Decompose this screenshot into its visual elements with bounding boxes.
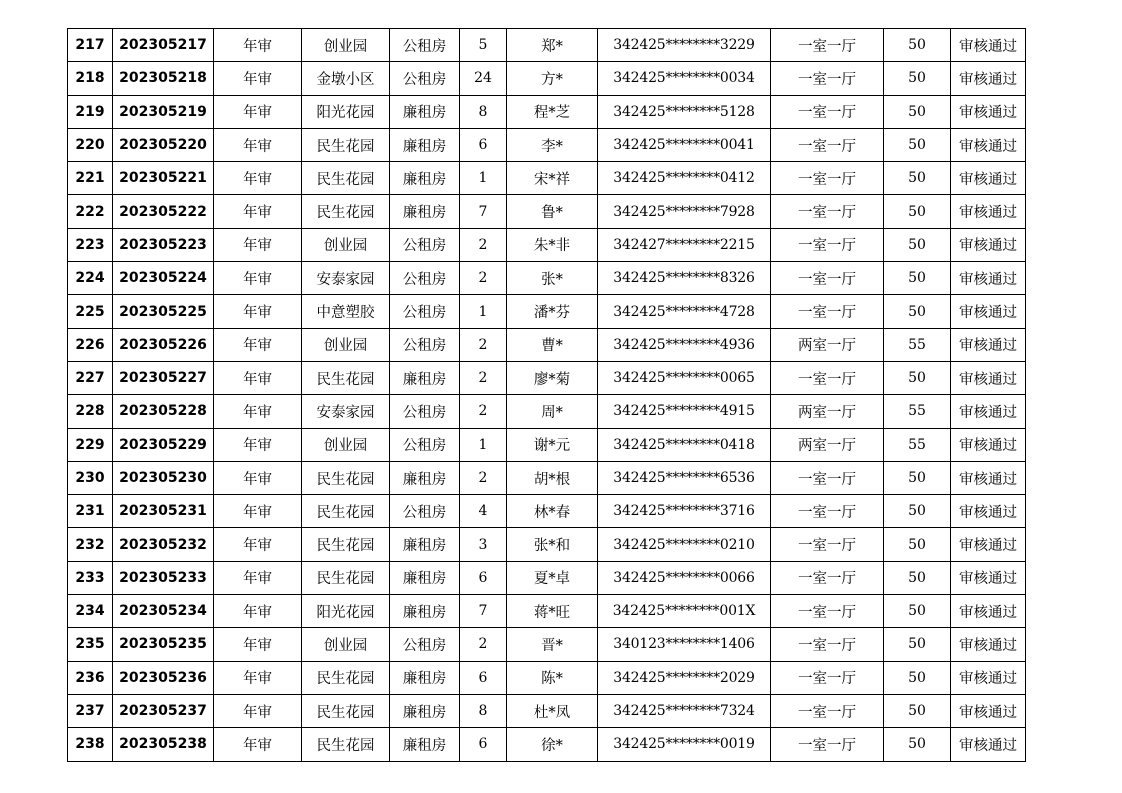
cell-area: 50 [884, 95, 951, 128]
cell-id-number: 342425********001X [598, 595, 771, 628]
cell-area: 50 [884, 62, 951, 95]
table-row [68, 595, 1026, 628]
cell-id-number: 342425********7324 [598, 694, 771, 727]
table-row [68, 262, 1026, 295]
cell-seq: 230 [68, 461, 113, 494]
cell-housing: 廉租房 [390, 361, 460, 394]
table-row [68, 361, 1026, 394]
cell-serial: 202305228 [113, 395, 214, 428]
cell-type: 年审 [214, 461, 302, 494]
cell-area: 55 [884, 395, 951, 428]
cell-community: 创业园 [302, 628, 390, 661]
cell-id-number: 342425********0041 [598, 128, 771, 161]
cell-name: 郑* [507, 29, 598, 62]
cell-id-number: 340123********1406 [598, 628, 771, 661]
cell-name: 张* [507, 262, 598, 295]
cell-community: 金墩小区 [302, 62, 390, 95]
table-row [68, 295, 1026, 328]
cell-serial: 202305218 [113, 62, 214, 95]
cell-layout: 一室一厅 [771, 528, 884, 561]
cell-type: 年审 [214, 62, 302, 95]
cell-community: 民生花园 [302, 361, 390, 394]
cell-area: 50 [884, 694, 951, 727]
table-row [68, 528, 1026, 561]
cell-count: 5 [460, 29, 507, 62]
cell-layout: 一室一厅 [771, 661, 884, 694]
cell-layout: 一室一厅 [771, 195, 884, 228]
cell-community: 安泰家园 [302, 262, 390, 295]
cell-area: 50 [884, 195, 951, 228]
table-row [68, 694, 1026, 727]
cell-housing: 公租房 [390, 628, 460, 661]
cell-name: 陈* [507, 661, 598, 694]
table-row [68, 328, 1026, 361]
cell-name: 方* [507, 62, 598, 95]
cell-seq: 219 [68, 95, 113, 128]
cell-seq: 232 [68, 528, 113, 561]
cell-housing: 公租房 [390, 428, 460, 461]
cell-type: 年审 [214, 128, 302, 161]
cell-housing: 廉租房 [390, 95, 460, 128]
table-row [68, 428, 1026, 461]
cell-housing: 廉租房 [390, 128, 460, 161]
cell-serial: 202305233 [113, 561, 214, 594]
cell-name: 潘*芬 [507, 295, 598, 328]
cell-name: 宋*祥 [507, 162, 598, 195]
cell-seq: 238 [68, 728, 113, 761]
table-row [68, 495, 1026, 528]
cell-status: 审核通过 [951, 428, 1026, 461]
cell-layout: 一室一厅 [771, 128, 884, 161]
cell-area: 50 [884, 661, 951, 694]
cell-count: 4 [460, 495, 507, 528]
cell-housing: 公租房 [390, 228, 460, 261]
cell-count: 2 [460, 628, 507, 661]
cell-layout: 一室一厅 [771, 495, 884, 528]
cell-serial: 202305224 [113, 262, 214, 295]
cell-name: 张*和 [507, 528, 598, 561]
cell-serial: 202305237 [113, 694, 214, 727]
table-row [68, 561, 1026, 594]
cell-community: 阳光花园 [302, 595, 390, 628]
cell-serial: 202305234 [113, 595, 214, 628]
cell-layout: 一室一厅 [771, 595, 884, 628]
cell-seq: 226 [68, 328, 113, 361]
cell-name: 程*芝 [507, 95, 598, 128]
cell-housing: 廉租房 [390, 561, 460, 594]
cell-status: 审核通过 [951, 29, 1026, 62]
cell-type: 年审 [214, 162, 302, 195]
cell-seq: 229 [68, 428, 113, 461]
cell-id-number: 342425********4915 [598, 395, 771, 428]
cell-housing: 廉租房 [390, 728, 460, 761]
cell-status: 审核通过 [951, 195, 1026, 228]
cell-layout: 一室一厅 [771, 162, 884, 195]
cell-type: 年审 [214, 528, 302, 561]
cell-id-number: 342425********2029 [598, 661, 771, 694]
cell-seq: 223 [68, 228, 113, 261]
cell-housing: 公租房 [390, 62, 460, 95]
cell-name: 廖*菊 [507, 361, 598, 394]
cell-area: 55 [884, 428, 951, 461]
cell-community: 中意塑胶 [302, 295, 390, 328]
cell-seq: 235 [68, 628, 113, 661]
cell-seq: 220 [68, 128, 113, 161]
cell-serial: 202305232 [113, 528, 214, 561]
cell-area: 50 [884, 295, 951, 328]
cell-serial: 202305223 [113, 228, 214, 261]
cell-type: 年审 [214, 95, 302, 128]
cell-area: 55 [884, 328, 951, 361]
cell-area: 50 [884, 595, 951, 628]
cell-id-number: 342425********0034 [598, 62, 771, 95]
cell-area: 50 [884, 495, 951, 528]
cell-housing: 公租房 [390, 495, 460, 528]
cell-layout: 一室一厅 [771, 95, 884, 128]
table-row [68, 95, 1026, 128]
cell-area: 50 [884, 128, 951, 161]
cell-type: 年审 [214, 361, 302, 394]
cell-name: 曹* [507, 328, 598, 361]
cell-type: 年审 [214, 328, 302, 361]
cell-name: 夏*卓 [507, 561, 598, 594]
cell-community: 民生花园 [302, 461, 390, 494]
cell-serial: 202305225 [113, 295, 214, 328]
cell-status: 审核通过 [951, 528, 1026, 561]
cell-area: 50 [884, 628, 951, 661]
cell-count: 2 [460, 328, 507, 361]
cell-housing: 廉租房 [390, 162, 460, 195]
cell-serial: 202305222 [113, 195, 214, 228]
cell-community: 民生花园 [302, 495, 390, 528]
cell-status: 审核通过 [951, 661, 1026, 694]
cell-seq: 231 [68, 495, 113, 528]
cell-seq: 221 [68, 162, 113, 195]
table-body [68, 29, 1026, 762]
cell-id-number: 342427********2215 [598, 228, 771, 261]
cell-count: 2 [460, 262, 507, 295]
cell-count: 6 [460, 128, 507, 161]
cell-type: 年审 [214, 195, 302, 228]
cell-layout: 一室一厅 [771, 29, 884, 62]
table-row [68, 162, 1026, 195]
cell-name: 鲁* [507, 195, 598, 228]
cell-type: 年审 [214, 428, 302, 461]
cell-type: 年审 [214, 694, 302, 727]
cell-status: 审核通过 [951, 228, 1026, 261]
cell-seq: 222 [68, 195, 113, 228]
cell-type: 年审 [214, 661, 302, 694]
cell-id-number: 342425********3229 [598, 29, 771, 62]
cell-serial: 202305221 [113, 162, 214, 195]
cell-layout: 一室一厅 [771, 628, 884, 661]
cell-status: 审核通过 [951, 62, 1026, 95]
cell-id-number: 342425********7928 [598, 195, 771, 228]
cell-housing: 廉租房 [390, 528, 460, 561]
cell-id-number: 342425********3716 [598, 495, 771, 528]
cell-count: 1 [460, 295, 507, 328]
cell-count: 2 [460, 461, 507, 494]
cell-community: 创业园 [302, 428, 390, 461]
cell-type: 年审 [214, 228, 302, 261]
cell-count: 6 [460, 728, 507, 761]
table-row [68, 628, 1026, 661]
cell-housing: 公租房 [390, 328, 460, 361]
table-row [68, 228, 1026, 261]
cell-count: 2 [460, 361, 507, 394]
cell-status: 审核通过 [951, 728, 1026, 761]
table-row [68, 728, 1026, 761]
cell-status: 审核通过 [951, 561, 1026, 594]
cell-id-number: 342425********8326 [598, 262, 771, 295]
cell-count: 2 [460, 228, 507, 261]
cell-name: 朱*非 [507, 228, 598, 261]
cell-id-number: 342425********0066 [598, 561, 771, 594]
cell-serial: 202305227 [113, 361, 214, 394]
cell-status: 审核通过 [951, 328, 1026, 361]
cell-housing: 廉租房 [390, 595, 460, 628]
cell-seq: 233 [68, 561, 113, 594]
cell-serial: 202305217 [113, 29, 214, 62]
cell-layout: 一室一厅 [771, 728, 884, 761]
cell-count: 7 [460, 195, 507, 228]
cell-id-number: 342425********5128 [598, 95, 771, 128]
cell-area: 50 [884, 561, 951, 594]
cell-name: 胡*根 [507, 461, 598, 494]
cell-id-number: 342425********0210 [598, 528, 771, 561]
cell-serial: 202305220 [113, 128, 214, 161]
cell-count: 2 [460, 395, 507, 428]
cell-id-number: 342425********4728 [598, 295, 771, 328]
cell-status: 审核通过 [951, 361, 1026, 394]
cell-seq: 217 [68, 29, 113, 62]
cell-serial: 202305219 [113, 95, 214, 128]
cell-area: 50 [884, 228, 951, 261]
cell-type: 年审 [214, 728, 302, 761]
cell-layout: 两室一厅 [771, 328, 884, 361]
cell-seq: 224 [68, 262, 113, 295]
table-row [68, 62, 1026, 95]
cell-area: 50 [884, 162, 951, 195]
cell-type: 年审 [214, 29, 302, 62]
cell-housing: 公租房 [390, 29, 460, 62]
table-row [68, 395, 1026, 428]
cell-serial: 202305229 [113, 428, 214, 461]
cell-area: 50 [884, 262, 951, 295]
cell-serial: 202305231 [113, 495, 214, 528]
cell-community: 阳光花园 [302, 95, 390, 128]
cell-seq: 236 [68, 661, 113, 694]
cell-layout: 一室一厅 [771, 561, 884, 594]
cell-community: 创业园 [302, 228, 390, 261]
cell-layout: 一室一厅 [771, 295, 884, 328]
cell-name: 徐* [507, 728, 598, 761]
cell-name: 晋* [507, 628, 598, 661]
cell-count: 8 [460, 694, 507, 727]
cell-community: 安泰家园 [302, 395, 390, 428]
cell-housing: 廉租房 [390, 661, 460, 694]
cell-serial: 202305230 [113, 461, 214, 494]
cell-layout: 一室一厅 [771, 461, 884, 494]
cell-layout: 一室一厅 [771, 228, 884, 261]
cell-count: 7 [460, 595, 507, 628]
cell-count: 6 [460, 561, 507, 594]
cell-id-number: 342425********4936 [598, 328, 771, 361]
cell-area: 50 [884, 461, 951, 494]
cell-community: 创业园 [302, 29, 390, 62]
cell-count: 24 [460, 62, 507, 95]
cell-type: 年审 [214, 295, 302, 328]
cell-area: 50 [884, 29, 951, 62]
cell-serial: 202305236 [113, 661, 214, 694]
cell-type: 年审 [214, 495, 302, 528]
cell-community: 民生花园 [302, 128, 390, 161]
cell-community: 民生花园 [302, 661, 390, 694]
cell-community: 民生花园 [302, 162, 390, 195]
cell-serial: 202305226 [113, 328, 214, 361]
cell-community: 创业园 [302, 328, 390, 361]
cell-status: 审核通过 [951, 461, 1026, 494]
cell-status: 审核通过 [951, 262, 1026, 295]
cell-seq: 228 [68, 395, 113, 428]
cell-id-number: 342425********0019 [598, 728, 771, 761]
cell-name: 杜*凤 [507, 694, 598, 727]
cell-count: 1 [460, 428, 507, 461]
cell-seq: 234 [68, 595, 113, 628]
cell-status: 审核通过 [951, 95, 1026, 128]
cell-seq: 237 [68, 694, 113, 727]
cell-status: 审核通过 [951, 694, 1026, 727]
cell-community: 民生花园 [302, 561, 390, 594]
cell-name: 蒋*旺 [507, 595, 598, 628]
table-row [68, 461, 1026, 494]
cell-type: 年审 [214, 628, 302, 661]
cell-housing: 公租房 [390, 395, 460, 428]
cell-layout: 一室一厅 [771, 361, 884, 394]
cell-housing: 廉租房 [390, 195, 460, 228]
cell-community: 民生花园 [302, 728, 390, 761]
cell-seq: 225 [68, 295, 113, 328]
cell-name: 周* [507, 395, 598, 428]
cell-layout: 两室一厅 [771, 395, 884, 428]
cell-housing: 廉租房 [390, 461, 460, 494]
applicant-table [67, 28, 1026, 762]
cell-count: 6 [460, 661, 507, 694]
cell-status: 审核通过 [951, 495, 1026, 528]
cell-count: 3 [460, 528, 507, 561]
cell-layout: 一室一厅 [771, 62, 884, 95]
cell-status: 审核通过 [951, 295, 1026, 328]
cell-layout: 两室一厅 [771, 428, 884, 461]
cell-status: 审核通过 [951, 628, 1026, 661]
cell-area: 50 [884, 528, 951, 561]
cell-community: 民生花园 [302, 195, 390, 228]
table-row [68, 29, 1026, 62]
cell-area: 50 [884, 728, 951, 761]
cell-type: 年审 [214, 595, 302, 628]
table-row [68, 661, 1026, 694]
cell-status: 审核通过 [951, 128, 1026, 161]
cell-type: 年审 [214, 395, 302, 428]
cell-name: 谢*元 [507, 428, 598, 461]
cell-type: 年审 [214, 561, 302, 594]
cell-layout: 一室一厅 [771, 262, 884, 295]
cell-housing: 廉租房 [390, 694, 460, 727]
cell-id-number: 342425********0418 [598, 428, 771, 461]
cell-seq: 218 [68, 62, 113, 95]
cell-id-number: 342425********6536 [598, 461, 771, 494]
cell-type: 年审 [214, 262, 302, 295]
cell-id-number: 342425********0065 [598, 361, 771, 394]
cell-status: 审核通过 [951, 595, 1026, 628]
cell-community: 民生花园 [302, 528, 390, 561]
cell-id-number: 342425********0412 [598, 162, 771, 195]
cell-community: 民生花园 [302, 694, 390, 727]
cell-status: 审核通过 [951, 162, 1026, 195]
cell-count: 8 [460, 95, 507, 128]
cell-name: 李* [507, 128, 598, 161]
cell-layout: 一室一厅 [771, 694, 884, 727]
cell-area: 50 [884, 361, 951, 394]
table-row [68, 195, 1026, 228]
cell-status: 审核通过 [951, 395, 1026, 428]
cell-housing: 公租房 [390, 262, 460, 295]
table-row [68, 128, 1026, 161]
cell-count: 1 [460, 162, 507, 195]
cell-serial: 202305238 [113, 728, 214, 761]
cell-housing: 公租房 [390, 295, 460, 328]
cell-seq: 227 [68, 361, 113, 394]
cell-name: 林*春 [507, 495, 598, 528]
cell-serial: 202305235 [113, 628, 214, 661]
